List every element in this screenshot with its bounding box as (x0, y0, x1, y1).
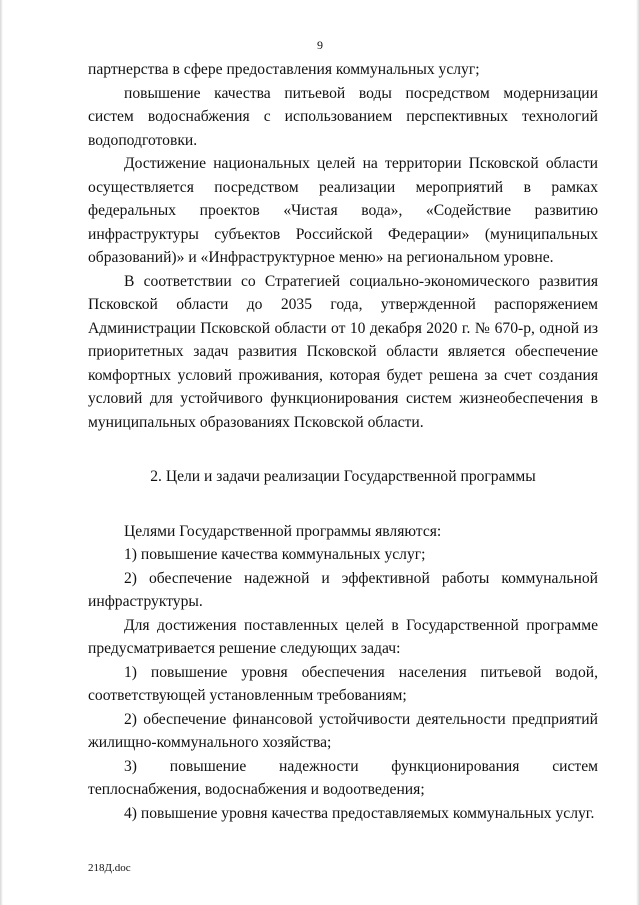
page-number: 9 (317, 38, 323, 52)
paragraph-before-2: повышение качества питьевой воды посредством модернизации систем водоснабжения с использованием перспективных технологий водоподготовки. (88, 84, 598, 149)
task-item-3: 3) повышение надежности функционирования систем теплоснабжения, водоснабжения и водоотведения; (88, 757, 598, 798)
paragraph-before-3: Достижение национальных целей на территории Псковской области осуществляется посредством реализации мероприятий в рамках федеральных проектов «Чистая вода», «Содействие развитию инфраструктуры субъектов Российской Федерации» (муниципальных образований)» и «Инфраструктурное меню» на региональном уровне. (88, 155, 598, 266)
goal-item-1: 1) повышение качества коммунальных услуг; (124, 546, 426, 563)
task-item-2: 2) обеспечение финансовой устойчивости деятельности предприятий жилищно-коммунального хозяйства; (88, 710, 598, 751)
goals-intro: Целями Государственной программы являются: (124, 522, 442, 540)
goal-item-2: 2) обеспечение надежной и эффективной работы коммунальной инфраструктуры. (88, 569, 598, 610)
scan-edge-right (636, 0, 640, 905)
tasks-intro: Для достижения поставленных целей в Государственной программе предусматривается решение следующих задач: (88, 616, 598, 657)
task-item-4: 4) повышение уровня качества предоставляемых коммунальных услуг. (124, 804, 595, 822)
footer-filename: 218Д.doc (88, 862, 131, 874)
paragraph-before-1: партнерства в сфере предоставления коммунальных услуг; (88, 61, 480, 78)
scan-edge-left (0, 0, 3, 905)
document-body (88, 58, 598, 825)
task-item-1: 1) повышение уровня обеспечения населения питьевой водой, соответствующей установленным требованиям; (88, 663, 598, 704)
paragraph-before-4: В соответствии со Стратегией социально-экономического развития Псковской области до 2035 года, утвержденной распоряжением Администрации Псковской области от 10 декабря 2020 г. № 670-р, одной из приоритетных задач развития Псковской области является обеспечение комфортных условий проживания, которая будет решена за счет создания условий для устойчивого функционирования систем жизнеобеспечения в муниципальных образованиях Псковской области. (88, 272, 598, 431)
section-heading: 2. Цели и задачи реализации Государственной программы (150, 468, 536, 485)
